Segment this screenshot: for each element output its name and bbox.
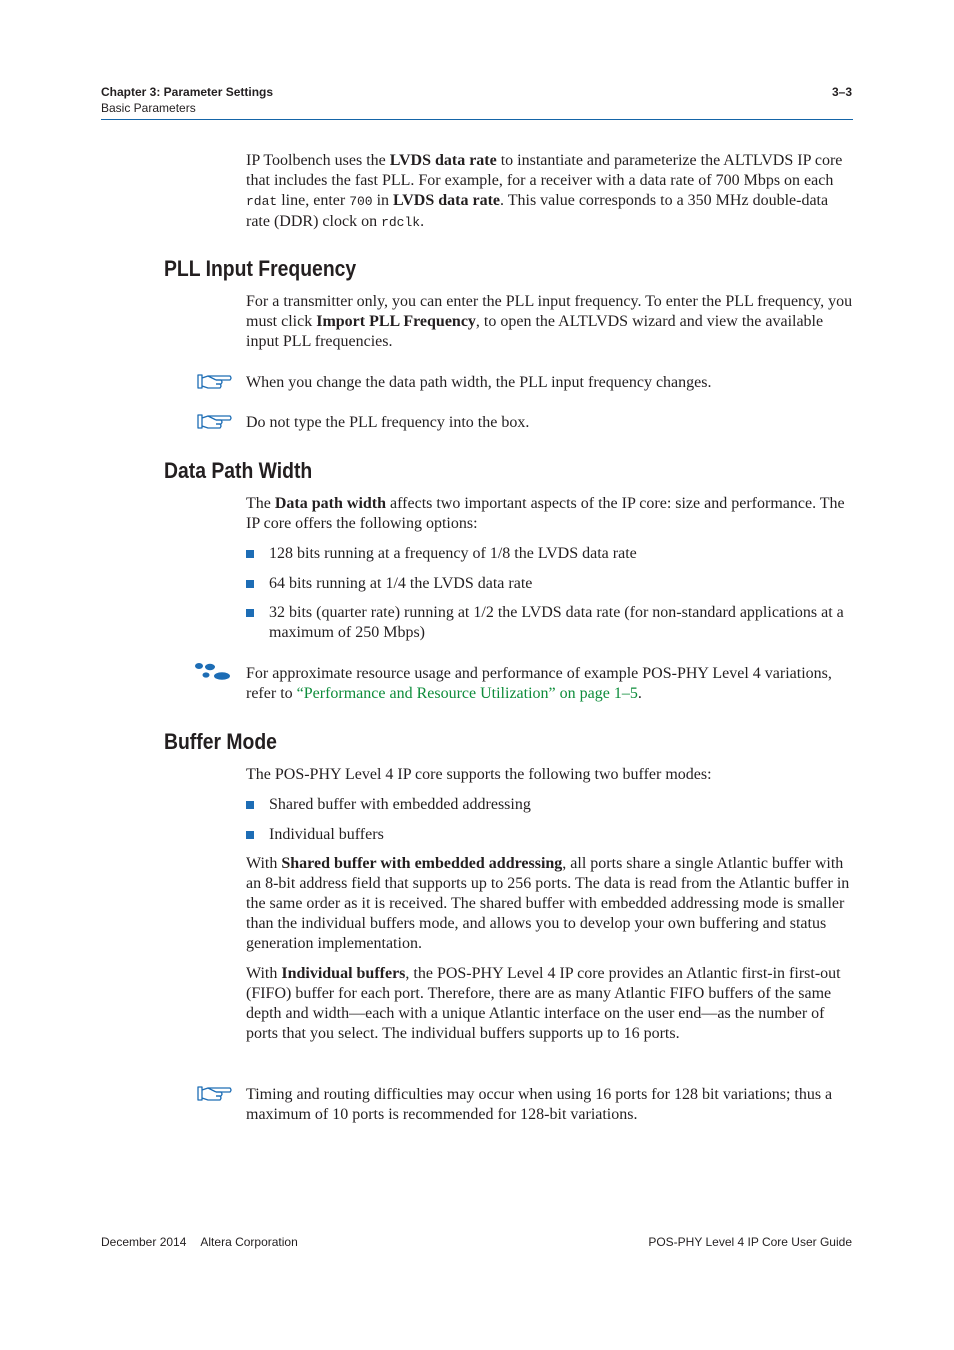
footer-guide-title: POS-PHY Level 4 IP Core User Guide	[648, 1235, 852, 1249]
reference-note	[246, 664, 856, 704]
bold-term: Shared buffer with embedded addressing	[281, 855, 563, 872]
running-header	[101, 84, 273, 116]
section-heading-buffer-mode: Buffer Mode	[164, 729, 277, 754]
text: For a transmitter only, you can enter the PLL input frequency. To enter the PLL frequency, you must click	[246, 293, 853, 330]
bullet-square	[246, 831, 254, 839]
bold-term: Individual buffers	[281, 965, 406, 982]
text: in	[372, 192, 394, 209]
list-item: 128 bits running at a frequency of 1/8 the LVDS data rate	[269, 545, 637, 562]
footprints-reference-icon	[194, 662, 234, 682]
list-item: 64 bits running at 1/4 the LVDS data rate	[269, 575, 533, 592]
bullet-square	[246, 801, 254, 809]
text: The	[246, 495, 275, 512]
bullet-square	[246, 609, 254, 617]
pointing-hand-note-icon	[197, 1084, 233, 1104]
list-item: Individual buffers	[269, 826, 384, 843]
individual-buffers-paragraph	[246, 964, 856, 1044]
list-item: Shared buffer with embedded addressing	[269, 796, 531, 813]
text: affects two important aspects of the IP core: size and performance. The IP core offers the following options:	[246, 495, 845, 532]
pll-paragraph	[246, 292, 856, 352]
text: IP Toolbench uses the	[246, 152, 390, 169]
bold-term: Data path width	[274, 495, 387, 512]
pointing-hand-note-icon	[197, 412, 233, 432]
text: line, enter	[277, 192, 350, 209]
note-text: Timing and routing difficulties may occur when using 16 ports for 128 bit variations; thus a maximum of 10 ports is recommended for 128-bit variations.	[246, 1086, 833, 1123]
footer-date: December 2014	[101, 1235, 187, 1249]
text: to instantiate and parameterize the ALTLVDS IP core that includes the fast PLL. For example, for a receiver with a data rate of 700 Mbps on each	[246, 152, 843, 189]
text: With	[246, 855, 282, 872]
datapath-paragraph	[246, 494, 856, 534]
code-term: rdat	[246, 194, 278, 209]
code-term: rdclk	[381, 215, 421, 230]
running-footer-left	[101, 1235, 298, 1249]
text: .	[420, 213, 425, 230]
bullet-square	[246, 550, 254, 558]
footer-company: Altera Corporation	[200, 1235, 298, 1249]
text: . This value corresponds to a 350 MHz double-data rate (DDR) clock on	[246, 192, 829, 230]
pointing-hand-note-icon	[197, 372, 233, 392]
text: , the POS-PHY Level 4 IP core provides an Atlantic first-in first-out (FIFO) buffer for each port. Therefore, there are as many Atlantic FIFO buffers of the same depth and width—each with a unique Atlantic interface on the user end—as the number of ports that you select. The individual buffers supports up to 16 ports.	[246, 965, 841, 1042]
buffer-intro: The POS-PHY Level 4 IP core supports the following two buffer modes:	[246, 766, 712, 783]
section-title: Basic Parameters	[101, 101, 196, 115]
chapter-title: Chapter 3: Parameter Settings	[101, 85, 274, 99]
text: With	[246, 965, 282, 982]
text: For approximate resource usage and performance of example POS-PHY Level 4 variations, refer to	[246, 665, 832, 702]
text: , to open the ALTLVDS wizard and view the available input PLL frequencies.	[246, 313, 824, 350]
list-item: 32 bits (quarter rate) running at 1/2 the LVDS data rate (for non-standard applications at a maximum of 250 Mbps)	[269, 604, 844, 641]
code-term: 700	[349, 194, 373, 209]
header-rule	[101, 119, 853, 120]
intro-paragraph	[246, 151, 856, 233]
section-heading-data-path-width: Data Path Width	[164, 458, 313, 483]
bold-term: LVDS data rate	[389, 152, 497, 169]
bold-term: Import PLL Frequency	[316, 313, 476, 330]
bullet-square	[246, 580, 254, 588]
note-text: Do not type the PLL frequency into the box.	[246, 414, 530, 431]
text: .	[637, 685, 642, 702]
shared-buffer-paragraph	[246, 854, 856, 954]
page-number: 3–3	[831, 85, 852, 99]
bold-term: LVDS data rate	[393, 192, 501, 209]
note-text: When you change the data path width, the PLL input frequency changes.	[246, 374, 712, 391]
section-heading-pll-input-frequency: PLL Input Frequency	[164, 256, 357, 281]
cross-reference-link[interactable]: “Performance and Resource Utilization” on page 1–5	[296, 685, 638, 702]
text: , all ports share a single Atlantic buffer with an 8-bit address field that supports up to 256 ports. The data is read from the Atlantic buffer in the same order as it is received. The shared buffer with embedded addressing mode is smaller than the individual buffers mode, and allows you to develop your own buffering and status generation implementation.	[246, 855, 850, 952]
